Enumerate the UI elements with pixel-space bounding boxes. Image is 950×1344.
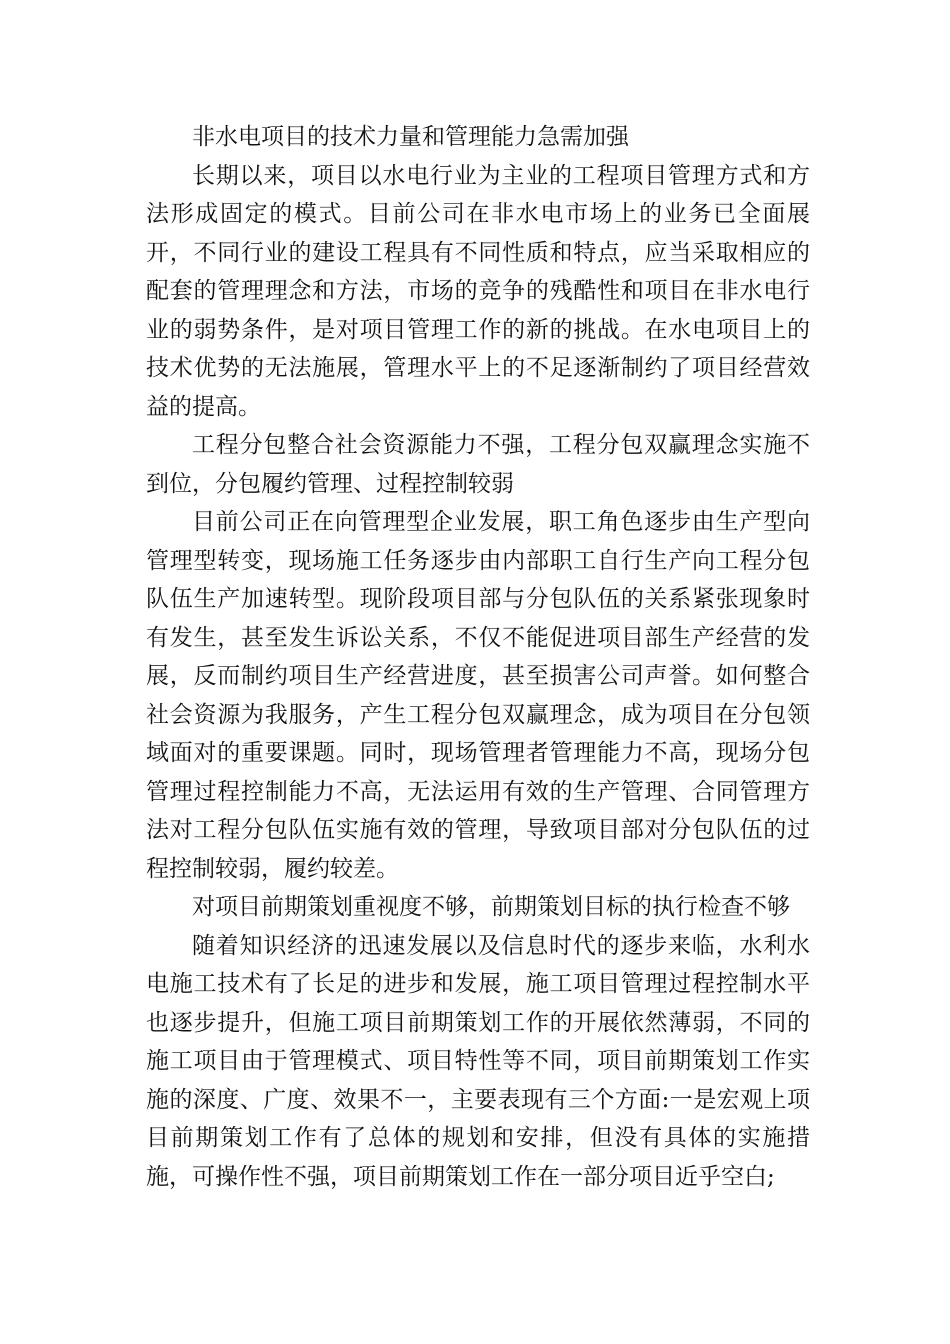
section-heading-non-hydro: 非水电项目的技术力量和管理能力急需加强: [192, 124, 629, 150]
section-heading-planning: 对项目前期策划重视度不够，前期策划目标的执行检查不够: [192, 894, 790, 920]
document-body: [146, 118, 810, 1196]
paragraph-subcontract: 目前公司正在向管理型企业发展，职工角色逐步由生产型向管理型转变，现场施工任务逐步由内部职工自行生产向工程分包队伍生产加速转型。现阶段项目部与分包队伍的关系紧张现象时有发生，甚至发生诉讼关系，不仅不能促进项目部生产经营的发展，反而制约项目生产经营进度，甚至损害公司声誉。如何整合社会资源为我服务，产生工程分包双赢理念，成为项目在分包领域面对的重要课题。同时，现场管理者管理能力不高，现场分包管理过程控制能力不高，无法运用有效的生产管理、合同管理方法对工程分包队伍实施有效的管理，导致项目部对分包队伍的过程控制较弱，履约较差。: [146, 509, 810, 882]
paragraph-planning: 随着知识经济的迅速发展以及信息时代的逐步来临，水利水电施工技术有了长足的进步和发展，施工项目管理过程控制水平也逐步提升，但施工项目前期策划工作的开展依然薄弱，不同的施工项目由于管理模式、项目特性等不同，项目前期策划工作实施的深度、广度、效果不一，主要表现有三个方面:一是宏观上项目前期策划工作有了总体的规划和安排，但没有具体的实施措施，可操作性不强，项目前期策划工作在一部分项目近乎空白;: [146, 932, 810, 1190]
section-heading-subcontract: 工程分包整合社会资源能力不强，工程分包双赢理念实施不到位，分包履约管理、过程控制较弱: [146, 432, 810, 497]
paragraph-non-hydro: 长期以来，项目以水电行业为主业的工程项目管理方式和方法形成固定的模式。目前公司在非水电市场上的业务已全面展开，不同行业的建设工程具有不同性质和特点，应当采取相应的配套的管理理念和方法，市场的竞争的残酷性和项目在非水电行业的弱势条件，是对项目管理工作的新的挑战。在水电项目上的技术优势的无法施展，管理水平上的不足逐渐制约了项目经营效益的提高。: [146, 162, 810, 420]
